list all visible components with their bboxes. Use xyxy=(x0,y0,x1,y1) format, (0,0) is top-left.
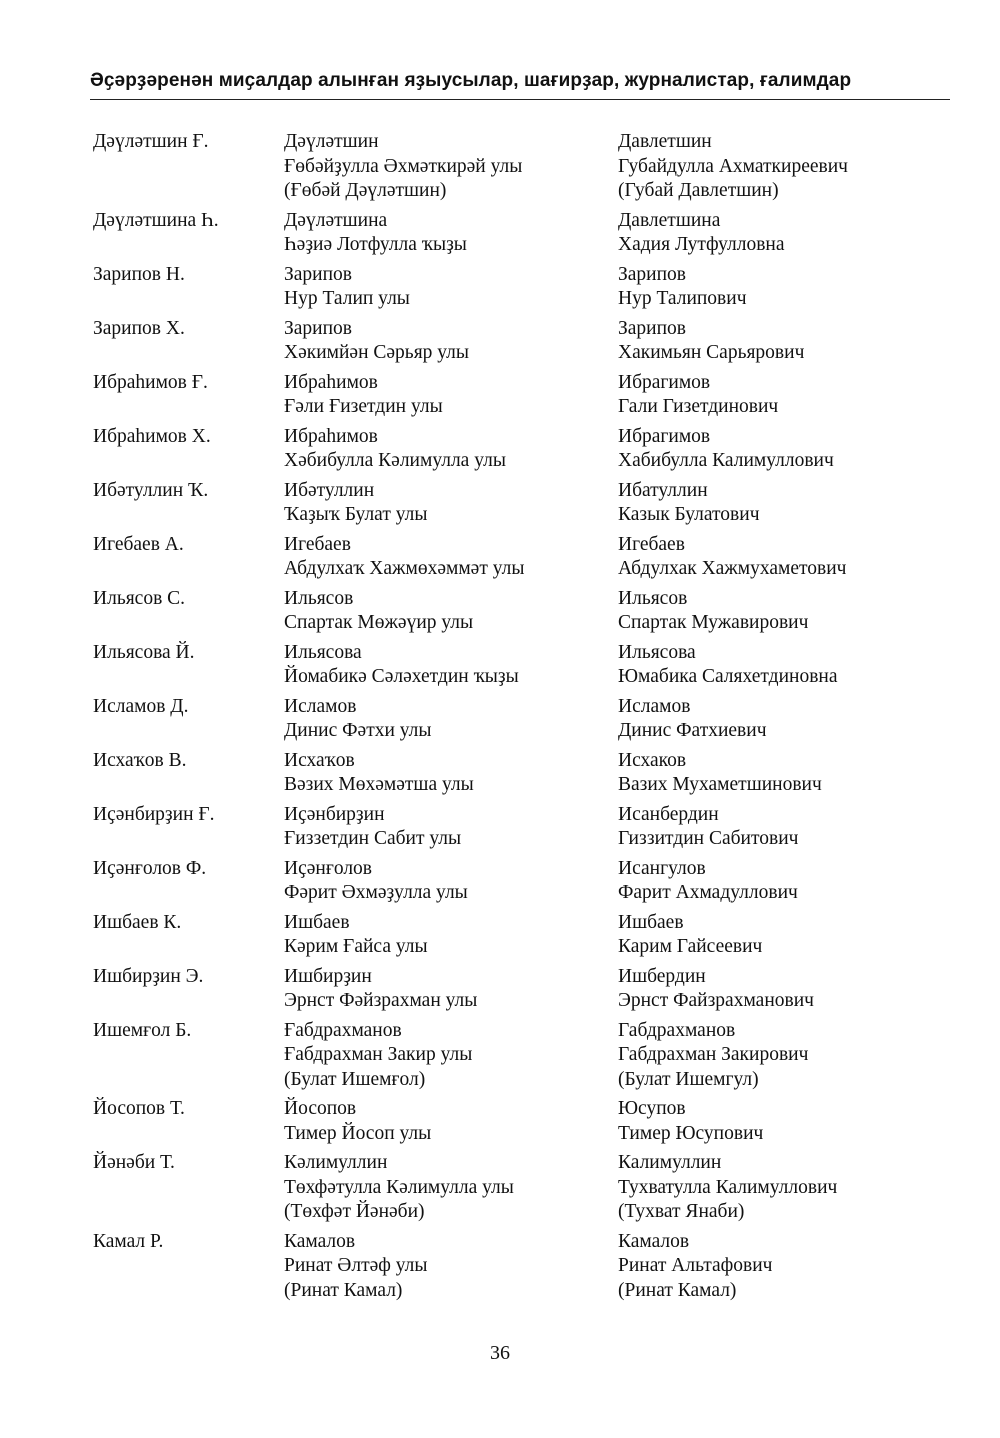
entry-short-name xyxy=(93,371,208,396)
entry-bashkir-name xyxy=(284,130,522,204)
bashkir-name-line: (Ғөбәй Дәүләтшин) xyxy=(284,180,447,201)
entry-russian-name xyxy=(618,425,834,474)
russian-name-line: Ильясова xyxy=(618,641,696,663)
russian-name-line: Тухватулла Калимуллович xyxy=(618,1176,838,1198)
entry-row xyxy=(0,803,1000,852)
bashkir-name-line: (Ринат Камал) xyxy=(284,1279,403,1301)
bashkir-name-line: Тимер Йосоп улы xyxy=(284,1122,432,1144)
entry-russian-name xyxy=(618,371,778,420)
entry-russian-name xyxy=(618,749,822,798)
bashkir-name-line: Ибраһимов xyxy=(284,425,378,447)
bashkir-name-line: Ғиззетдин Сабит улы xyxy=(284,828,462,849)
entry-short-name xyxy=(93,911,181,936)
russian-name-line: Динис Фатхиевич xyxy=(618,720,767,741)
entry-short-name xyxy=(93,1151,175,1176)
russian-name-line: Гали Гизетдинович xyxy=(618,396,779,417)
russian-name-line: Хакимьян Сарьярович xyxy=(618,342,805,363)
entry-bashkir-name xyxy=(284,1097,431,1146)
russian-name-line: Исхаков xyxy=(618,749,687,771)
bashkir-name-line: Кәрим Ғайса улы xyxy=(284,936,428,957)
entry-row xyxy=(0,857,1000,906)
russian-name-line: Зарипов xyxy=(618,263,687,285)
short-name-line: Иҫәнбирҙин Ғ. xyxy=(93,803,215,825)
entry-bashkir-name xyxy=(284,749,474,798)
entry-russian-name xyxy=(618,587,808,636)
entry-row xyxy=(0,641,1000,690)
entry-row xyxy=(0,695,1000,744)
entry-russian-name xyxy=(618,263,747,312)
bashkir-name-line: Ринат Әлтәф улы xyxy=(284,1255,428,1276)
short-name-line: Ильясов С. xyxy=(93,587,186,609)
russian-name-line: Давлетшина xyxy=(618,209,721,231)
entry-russian-name xyxy=(618,209,785,258)
russian-name-line: Хадия Лутфулловна xyxy=(618,234,785,255)
russian-name-line: Ишбаев xyxy=(618,911,684,933)
entry-short-name xyxy=(93,1019,191,1044)
bashkir-name-line: Ғөбәйҙулла Әхмәткирәй улы xyxy=(284,155,523,177)
entry-russian-name xyxy=(618,479,760,528)
short-name-line: Игебаев А. xyxy=(93,533,184,555)
entry-bashkir-name xyxy=(284,695,432,744)
entry-bashkir-name xyxy=(284,641,519,690)
russian-name-line: Казык Булатович xyxy=(618,504,760,525)
entry-bashkir-name xyxy=(284,317,469,366)
entry-row xyxy=(0,587,1000,636)
entry-bashkir-name xyxy=(284,1019,472,1093)
bashkir-name-line: Ғәли Ғизетдин улы xyxy=(284,396,443,417)
bashkir-name-line: (Төхфәт Йәнәби) xyxy=(284,1201,425,1222)
entry-russian-name xyxy=(618,911,762,960)
entry-bashkir-name xyxy=(284,803,461,852)
entry-row xyxy=(0,130,1000,204)
bashkir-name-line: Иҫәнғолов xyxy=(284,857,373,879)
short-name-line: Ибәтуллин Ҡ. xyxy=(93,479,209,501)
bashkir-name-line: Зарипов xyxy=(284,317,353,339)
entry-russian-name xyxy=(618,317,804,366)
russian-name-line: Вазих Мухаметшинович xyxy=(618,774,822,795)
entry-bashkir-name xyxy=(284,209,467,258)
bashkir-name-line: Йосопов xyxy=(284,1098,357,1119)
entry-short-name xyxy=(93,130,209,155)
bashkir-name-line: Хәкимйән Сәрьяр улы xyxy=(284,342,470,363)
entry-row xyxy=(0,965,1000,1014)
russian-name-line: Камалов xyxy=(618,1230,690,1252)
bashkir-name-line: Абдулхаҡ Хажмөхәммәт улы xyxy=(284,558,525,579)
short-name-line: Дәүләтшин Ғ. xyxy=(93,131,209,152)
bashkir-name-line: Фәрит Әхмәҙулла улы xyxy=(284,882,468,903)
short-name-line: Ибраһимов Ғ. xyxy=(93,371,208,393)
entry-bashkir-name xyxy=(284,857,468,906)
russian-name-line: Ильясов xyxy=(618,587,688,609)
bashkir-name-line: Ишбаев xyxy=(284,911,350,933)
entry-bashkir-name xyxy=(284,533,524,582)
entry-short-name xyxy=(93,533,184,558)
short-name-line: Ишбаев К. xyxy=(93,911,182,933)
running-header: Әҫәрҙәренән миҫалдар алынған яҙыусылар, шағирҙар, журналистар, ғалимдар xyxy=(90,70,852,91)
russian-name-line: Эрнст Файзрахманович xyxy=(618,990,814,1011)
russian-name-line: Давлетшин xyxy=(618,131,712,152)
russian-name-line: Ибатуллин xyxy=(618,479,708,501)
bashkir-name-line: Йомабикә Сәләхетдин ҡыҙы xyxy=(284,666,519,687)
entry-short-name xyxy=(93,1097,185,1122)
entry-row xyxy=(0,209,1000,258)
short-name-line: Исхаҡов В. xyxy=(93,749,187,771)
bashkir-name-line: Нур Талип улы xyxy=(284,288,410,309)
entry-russian-name xyxy=(618,641,838,690)
short-name-line: Йәнәби Т. xyxy=(93,1152,175,1173)
russian-name-line: Исанбердин xyxy=(618,803,719,825)
entry-bashkir-name xyxy=(284,587,473,636)
russian-name-line: Абдулхак Хажмухаметович xyxy=(618,558,847,579)
russian-name-line: Ибрагимов xyxy=(618,371,711,393)
entry-bashkir-name xyxy=(284,263,410,312)
bashkir-name-line: Камалов xyxy=(284,1230,356,1252)
russian-name-line: Ринат Альтафович xyxy=(618,1255,773,1276)
entry-short-name xyxy=(93,587,185,612)
russian-name-line: Исламов xyxy=(618,695,691,717)
entry-row xyxy=(0,263,1000,312)
bashkir-name-line: Спартак Мөжәүир улы xyxy=(284,612,474,633)
bashkir-name-line: Ғабдрахман Закир улы xyxy=(284,1044,473,1065)
bashkir-name-line: Кәлимуллин xyxy=(284,1152,388,1173)
entry-russian-name xyxy=(618,130,848,204)
short-name-line: Дәүләтшина Һ. xyxy=(93,209,219,231)
russian-name-line: (Губай Давлетшин) xyxy=(618,180,779,201)
entry-russian-name xyxy=(618,533,846,582)
russian-name-line: Ишбердин xyxy=(618,965,706,987)
entry-bashkir-name xyxy=(284,479,427,528)
entry-short-name xyxy=(93,317,185,342)
short-name-line: Зарипов Х. xyxy=(93,317,185,339)
bashkir-name-line: Ҡаҙыҡ Булат улы xyxy=(284,504,428,525)
bashkir-name-line: Ильясов xyxy=(284,587,354,609)
bashkir-name-line: Игебаев xyxy=(284,533,351,555)
entry-russian-name xyxy=(618,803,798,852)
russian-name-line: Карим Гайсеевич xyxy=(618,936,763,957)
short-name-line: Исламов Д. xyxy=(93,695,189,717)
entry-bashkir-name xyxy=(284,965,477,1014)
entry-russian-name xyxy=(618,1151,837,1225)
russian-name-line: Юсупов xyxy=(618,1098,686,1119)
russian-name-line: (Булат Ишемгул) xyxy=(618,1068,759,1090)
entry-short-name xyxy=(93,263,185,288)
bashkir-name-line: Ибәтуллин xyxy=(284,479,375,501)
russian-name-line: Гиззитдин Сабитович xyxy=(618,828,799,849)
entry-short-name xyxy=(93,641,195,666)
entry-bashkir-name xyxy=(284,371,443,420)
entry-row xyxy=(0,1019,1000,1093)
entry-russian-name xyxy=(618,965,814,1014)
entry-short-name xyxy=(93,695,188,720)
entry-row xyxy=(0,479,1000,528)
bashkir-name-line: Төхфәтулла Кәлимулла улы xyxy=(284,1176,514,1198)
bashkir-name-line: Динис Фәтхи улы xyxy=(284,720,432,741)
entry-row xyxy=(0,533,1000,582)
entry-short-name xyxy=(93,965,203,990)
short-name-line: Ишемғол Б. xyxy=(93,1019,192,1041)
entry-short-name xyxy=(93,749,187,774)
russian-name-line: Нур Талипович xyxy=(618,288,747,309)
entry-short-name xyxy=(93,479,208,504)
russian-name-line: Игебаев xyxy=(618,533,685,555)
bashkir-name-line: Эрнст Фәйзрахман улы xyxy=(284,990,478,1011)
entry-short-name xyxy=(93,209,219,234)
entry-row xyxy=(0,371,1000,420)
russian-name-line: Габдрахман Закирович xyxy=(618,1044,809,1065)
entry-bashkir-name xyxy=(284,911,428,960)
page-number: 36 xyxy=(490,1342,510,1364)
entry-row xyxy=(0,425,1000,474)
entry-short-name xyxy=(93,857,206,882)
entry-russian-name xyxy=(618,857,798,906)
bashkir-name-line: Ибраһимов xyxy=(284,371,378,393)
entry-bashkir-name xyxy=(284,425,506,474)
bashkir-name-line: Һәҙиә Лотфулла ҡыҙы xyxy=(284,234,467,255)
bashkir-name-line: Дәүләтшина xyxy=(284,209,388,231)
short-name-line: Иҫәнғолов Ф. xyxy=(93,857,207,879)
short-name-line: Камал Р. xyxy=(93,1230,164,1252)
russian-name-line: Хабибулла Калимуллович xyxy=(618,450,834,471)
russian-name-line: (Ринат Камал) xyxy=(618,1279,737,1301)
entry-row xyxy=(0,749,1000,798)
name-list xyxy=(0,130,1000,1308)
short-name-line: Ибраһимов Х. xyxy=(93,425,211,447)
bashkir-name-line: Ғабдрахманов xyxy=(284,1019,402,1041)
entry-russian-name xyxy=(618,1019,808,1093)
russian-name-line: Габдрахманов xyxy=(618,1019,736,1041)
russian-name-line: (Тухват Янаби) xyxy=(618,1201,745,1222)
bashkir-name-line: Исламов xyxy=(284,695,357,717)
entry-russian-name xyxy=(618,1097,763,1146)
russian-name-line: Исангулов xyxy=(618,857,706,879)
russian-name-line: Тимер Юсупович xyxy=(618,1122,764,1144)
entry-short-name xyxy=(93,803,215,828)
short-name-line: Ишбирҙин Э. xyxy=(93,965,204,987)
bashkir-name-line: Исхаҡов xyxy=(284,749,355,771)
bashkir-name-line: Ишбирҙин xyxy=(284,965,372,987)
entry-row xyxy=(0,1151,1000,1225)
entry-bashkir-name xyxy=(284,1151,514,1225)
bashkir-name-line: (Булат Ишемғол) xyxy=(284,1068,426,1090)
entry-bashkir-name xyxy=(284,1230,428,1304)
entry-short-name xyxy=(93,1230,163,1255)
russian-name-line: Губайдулла Ахматкиреевич xyxy=(618,155,848,177)
entry-row xyxy=(0,1230,1000,1304)
bashkir-name-line: Дәүләтшин xyxy=(284,131,379,152)
entry-russian-name xyxy=(618,695,767,744)
bashkir-name-line: Ильясова xyxy=(284,641,362,663)
short-name-line: Ильясова Й. xyxy=(93,641,195,663)
bashkir-name-line: Вәзих Мөхәмәтша улы xyxy=(284,774,474,795)
russian-name-line: Спартак Мужавирович xyxy=(618,612,809,633)
russian-name-line: Фарит Ахмадуллович xyxy=(618,882,798,903)
russian-name-line: Юмабика Саляхетдиновна xyxy=(618,666,838,687)
entry-row xyxy=(0,911,1000,960)
header-rule xyxy=(90,99,950,100)
russian-name-line: Калимуллин xyxy=(618,1152,722,1173)
russian-name-line: Ибрагимов xyxy=(618,425,711,447)
bashkir-name-line: Зарипов xyxy=(284,263,353,285)
entry-short-name xyxy=(93,425,211,450)
entry-russian-name xyxy=(618,1230,772,1304)
russian-name-line: Зарипов xyxy=(618,317,687,339)
entry-row xyxy=(0,1097,1000,1146)
short-name-line: Йосопов Т. xyxy=(93,1098,185,1119)
bashkir-name-line: Иҫәнбирҙин xyxy=(284,803,385,825)
entry-row xyxy=(0,317,1000,366)
bashkir-name-line: Хәбибулла Кәлимулла улы xyxy=(284,450,506,471)
short-name-line: Зарипов Н. xyxy=(93,263,185,285)
